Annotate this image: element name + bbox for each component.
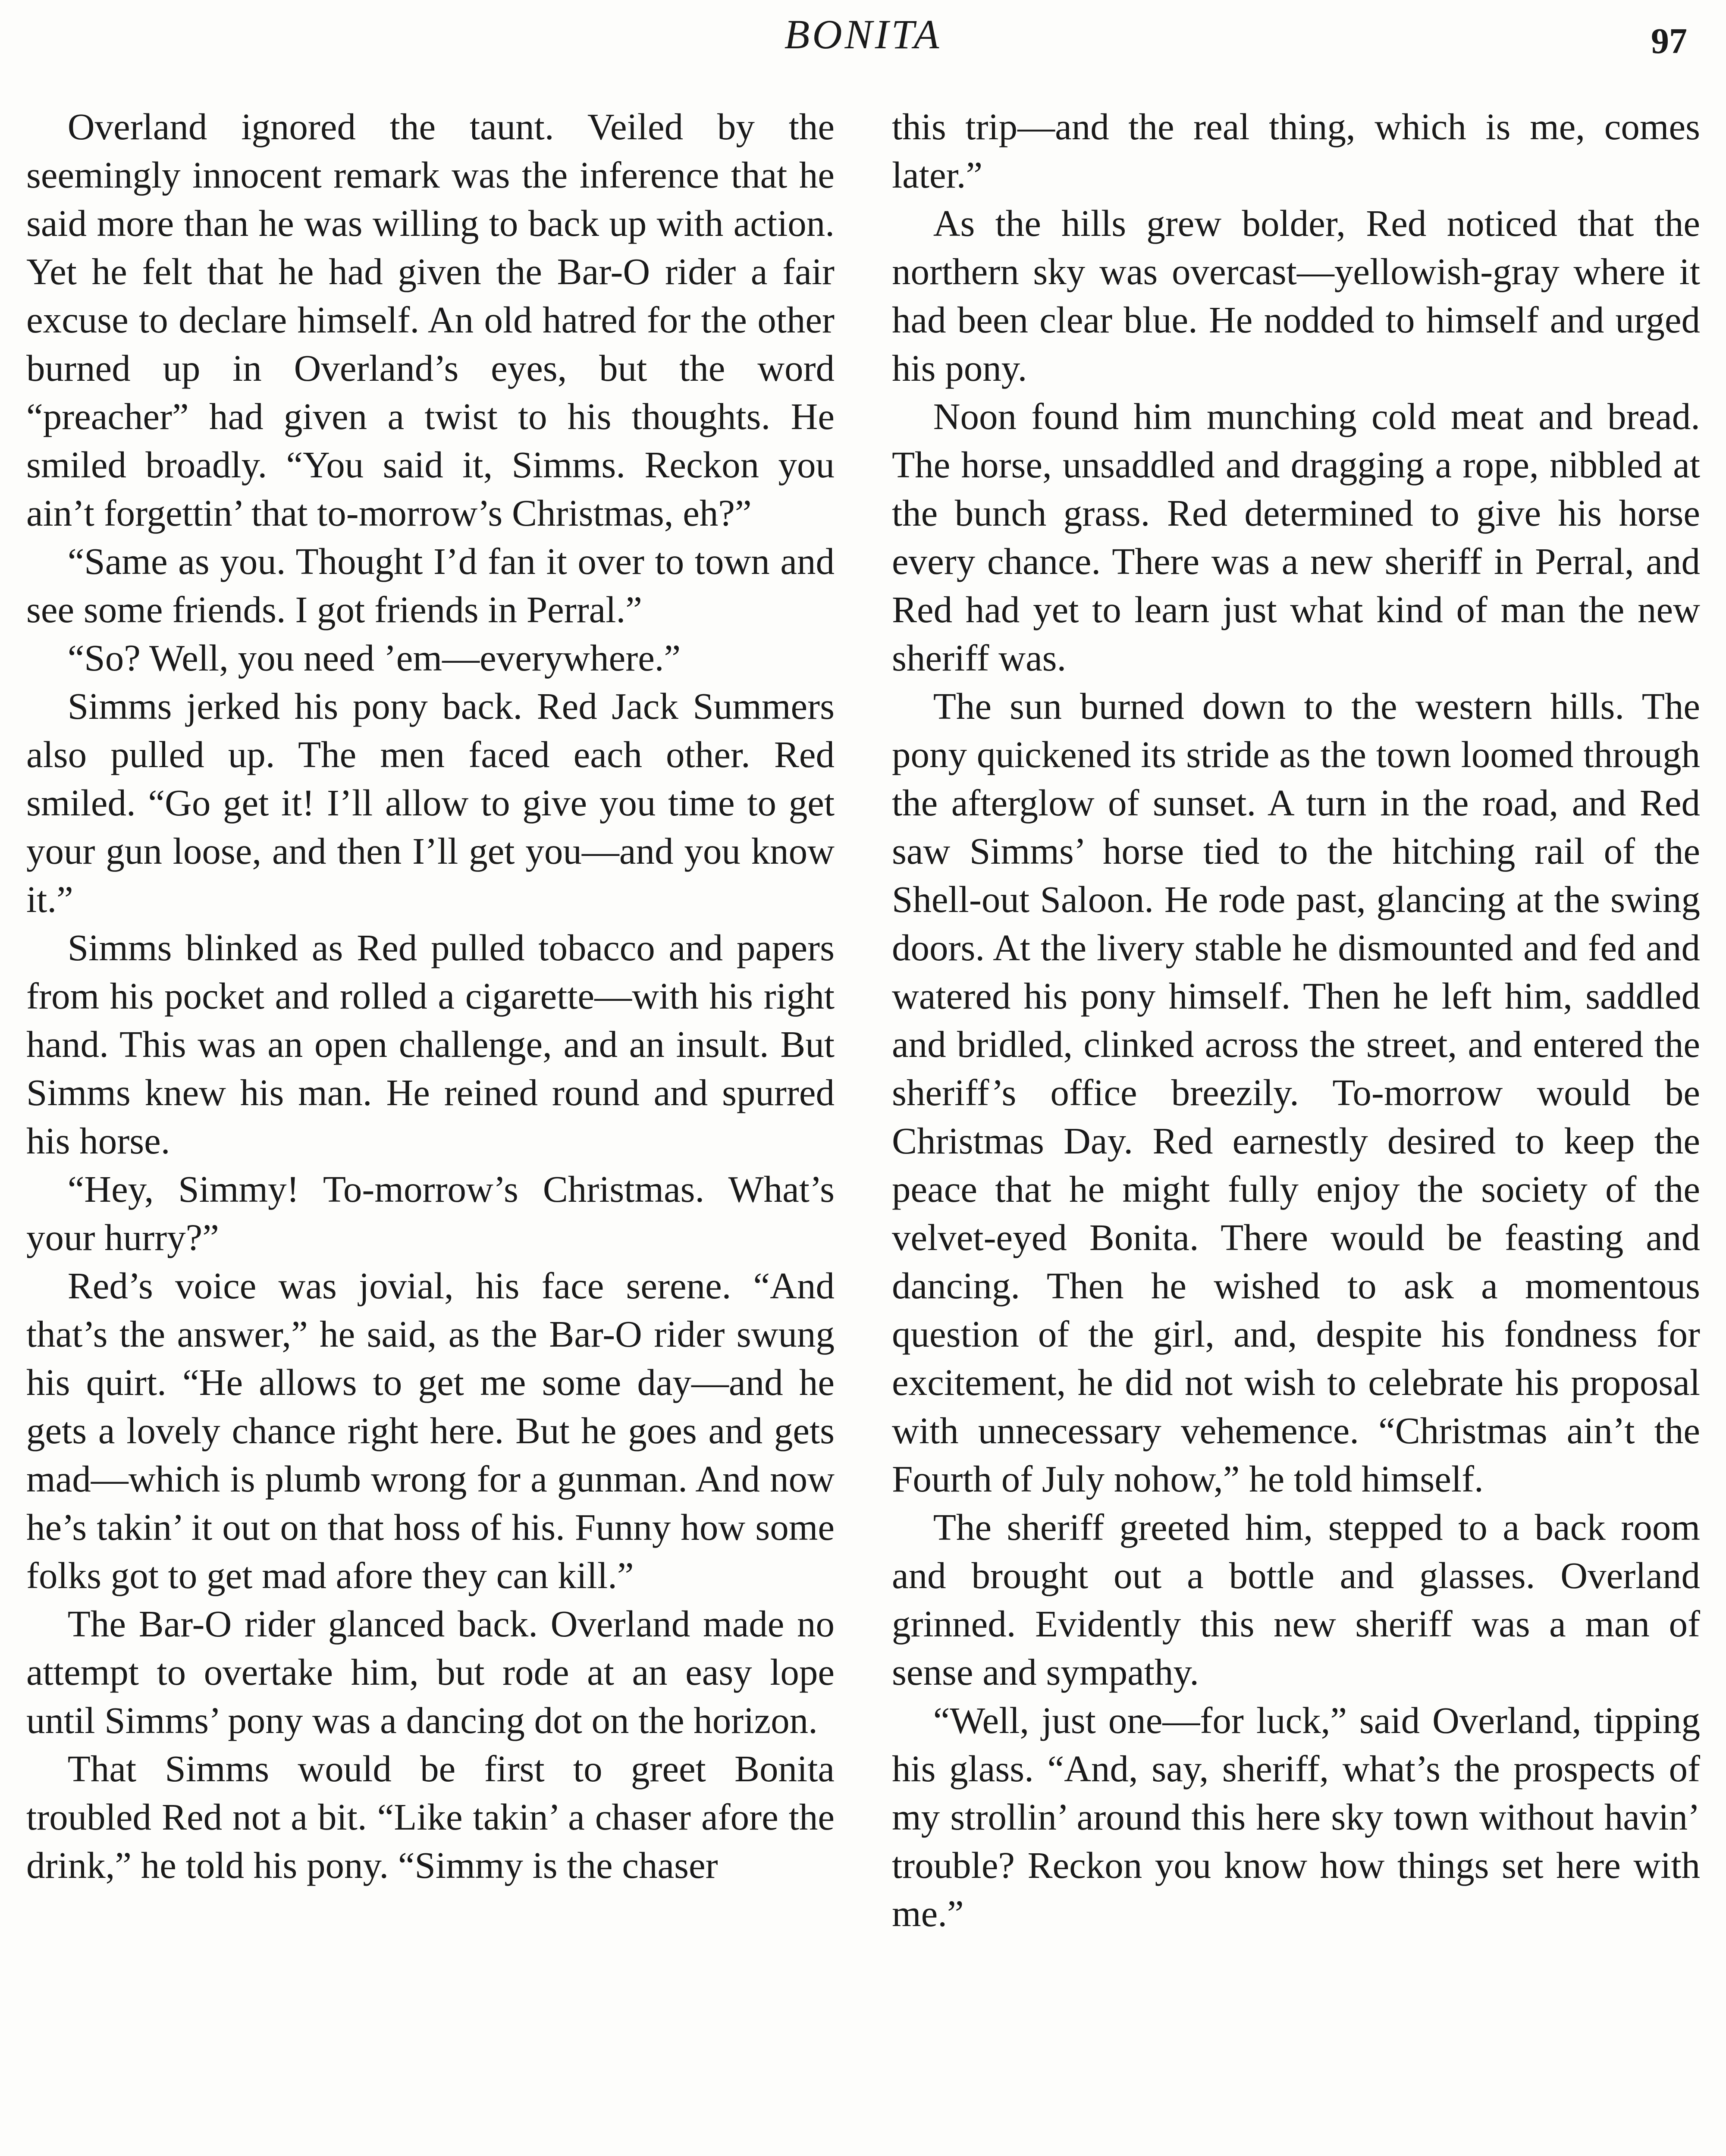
paragraph: Noon found him munching cold meat and bread. The horse, unsaddled and dragging a rope, nibbled at the bunch grass. Red determined to give his horse every chance. There was a new sheriff in Perral, and Red had yet to learn just what kind of man the new sheriff was. — [892, 395, 1700, 679]
continued-paragraph: this trip—and the real thing, which is me, comes later.” — [892, 106, 1700, 196]
left-text-column — [26, 103, 835, 1890]
page-number: 97 — [1651, 21, 1687, 61]
paragraph: The Bar-O rider glanced back. Overland made no attempt to overtake him, but rode at an easy lope until Simms’ pony was a dancing dot on the horizon. — [26, 1603, 835, 1741]
paragraph: Simms blinked as Red pulled tobacco and papers from his pocket and rolled a cigarette—with his right hand. This was an open challenge, and an insult. But Simms knew his man. He reined round and spurred his horse. — [26, 927, 835, 1162]
paragraph: Red’s voice was jovial, his face serene. “And that’s the answer,” he said, as the Bar-O rider swung his quirt. “He allows to get me some day—and he gets a lovely chance right here. But he goes and gets mad—which is plumb wrong for a gunman. And now he’s takin’ it out on that hoss of his. Funny how some folks got to get mad afore they can kill.” — [26, 1265, 835, 1596]
paragraph: “Hey, Simmy! To-morrow’s Christmas. What’s your hurry?” — [26, 1168, 835, 1258]
paragraph: “So? Well, you need ’em—everywhere.” — [67, 637, 681, 679]
paragraph: Simms jerked his pony back. Red Jack Summers also pulled up. The men faced each other. Red smiled. “Go get it! I’ll allow to give you time to get your gun loose, and then I’ll get you—and you know it.” — [26, 685, 835, 920]
paragraph: Overland ignored the taunt. Veiled by the seemingly innocent remark was the inference that he said more than he was willing to back up with action. Yet he felt that he had given the Bar-O rider a fair excuse to declare himself. An old hatred for the other burned up in Overland’s eyes, but the word “preacher” had given a twist to his thoughts. He smiled broadly. “You said it, Simms. Reckon you ain’t forgettin’ that to-morrow’s Christmas, eh?” — [26, 106, 835, 534]
right-text-column — [892, 103, 1700, 1938]
paragraph: As the hills grew bolder, Red noticed that the northern sky was overcast—yellowish-gray where it had been clear blue. He nodded to himself and urged his pony. — [892, 202, 1700, 389]
paragraph: The sheriff greeted him, stepped to a back room and brought out a bottle and glasses. Overland grinned. Evidently this new sheriff was a man of sense and sympathy. — [892, 1506, 1700, 1693]
paragraph: The sun burned down to the western hills. The pony quickened its stride as the town loomed through the afterglow of sunset. A turn in the road, and Red saw Simms’ horse tied to the hitching rail of the Shell-out Saloon. He rode past, glancing at the swing doors. At the livery stable he dismounted and fed and watered his pony himself. Then he left him, saddled and bridled, clinked across the street, and entered the sheriff’s office breezily. To-morrow would be Christmas Day. Red earnestly desired to keep the peace that he might fully enjoy the society of the velvet-eyed Bonita. There would be feasting and dancing. Then he wished to ask a momentous question of the girl, and, despite his fondness for excitement, he did not wish to celebrate his proposal with unnecessary vehemence. “Christmas ain’t the Fourth of July nohow,” he told himself. — [892, 685, 1700, 1500]
running-title: BONITA — [784, 11, 942, 57]
paragraph: “Same as you. Thought I’d fan it over to town and see some friends. I got friends in Perral.” — [26, 540, 835, 630]
paragraph: “Well, just one—for luck,” said Overland, tipping his glass. “And, say, sheriff, what’s the prospects of my strollin’ around this here sky town without havin’ trouble? Reckon you know how things set here with me.” — [892, 1699, 1700, 1934]
paragraph: That Simms would be first to greet Bonita troubled Red not a bit. “Like takin’ a chaser afore the drink,” he told his pony. “Simmy is the chaser — [26, 1748, 835, 1886]
